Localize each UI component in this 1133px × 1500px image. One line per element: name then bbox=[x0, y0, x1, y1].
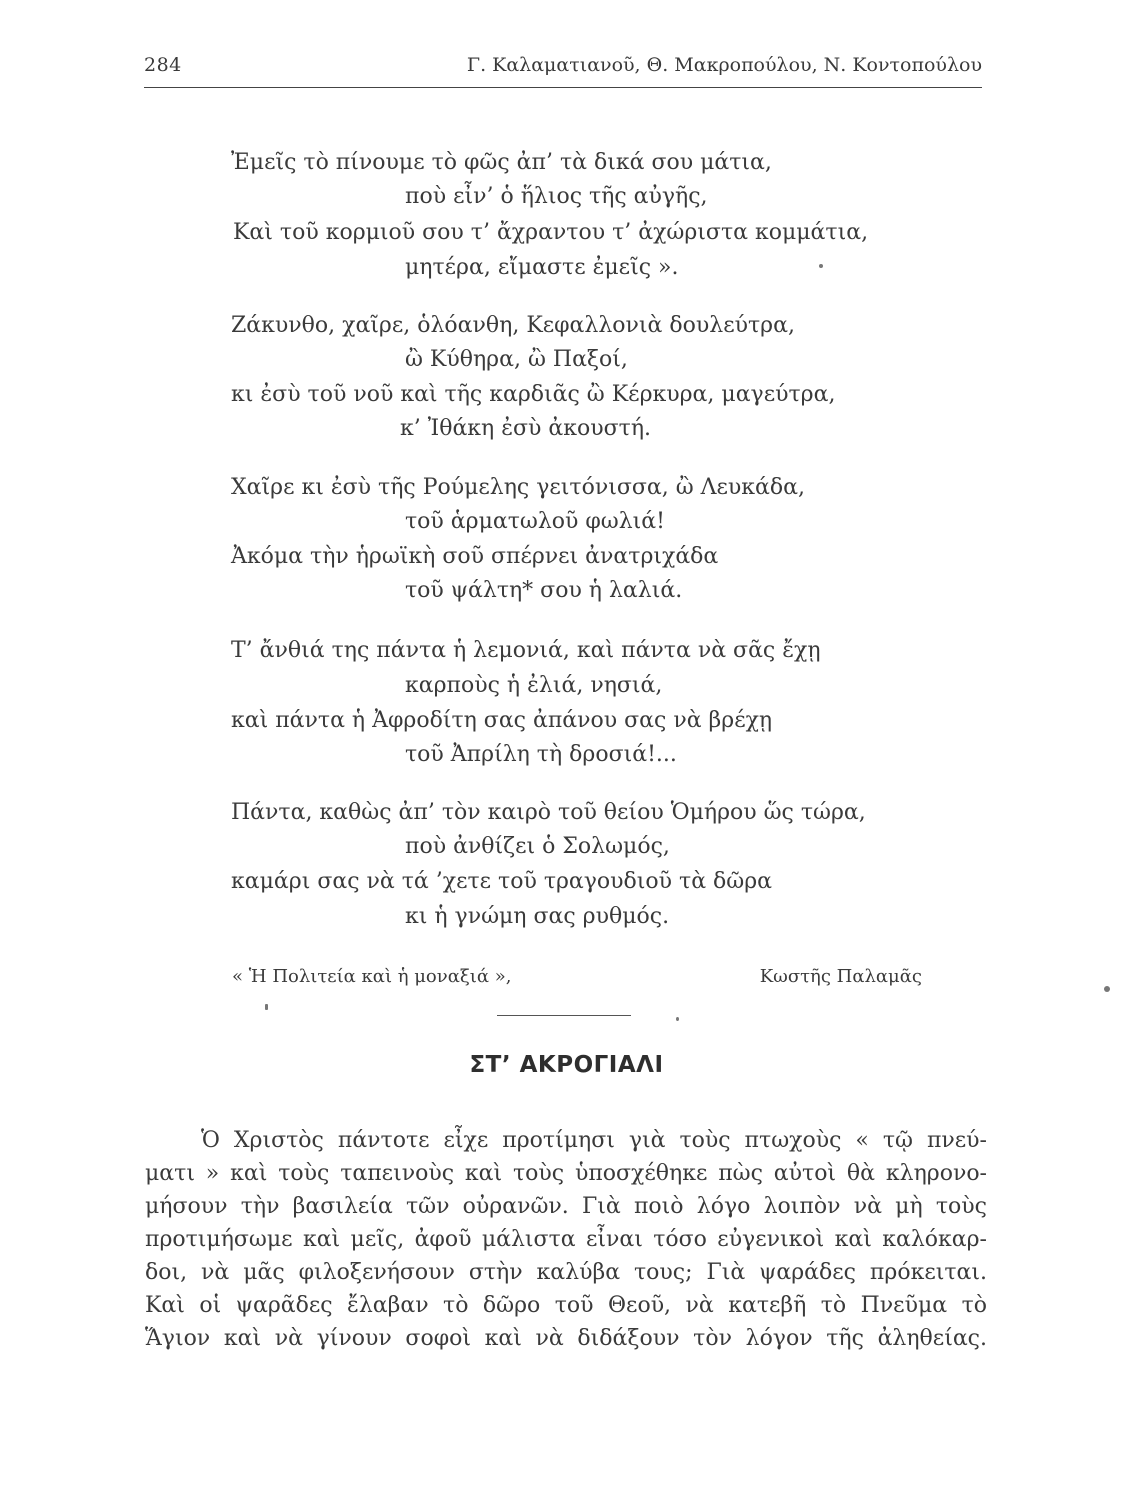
scan-speck bbox=[265, 1004, 268, 1010]
poem-line: ποὺ εἶν’ ὁ ἥλιος τῆς αὐγῆς, bbox=[405, 184, 708, 209]
attribution-author: Κωστῆς Παλαμᾶς bbox=[759, 966, 922, 987]
poem-line: Χαῖρε κι ἐσὺ τῆς Ρούμελης γειτόνισσα, ὢ Λευκάδα, bbox=[231, 475, 806, 500]
poem-line: Ἀκόμα τὴν ἡρωϊκὴ σοῦ σπέρνει ἀνατριχάδα bbox=[231, 544, 719, 569]
prose-line: Ἅγιον καὶ νὰ γίνουν σοφοὶ καὶ νὰ διδάξουν τὸν λόγον τῆς ἀληθείας. bbox=[145, 1326, 987, 1351]
poem-line: Ἐμεῖς τὸ πίνουμε τὸ φῶς ἀπ’ τὰ δικά σου μάτια, bbox=[231, 150, 772, 175]
poem-line: Καὶ τοῦ κορμιοῦ σου τ’ ἄχραντου τ’ ἀχώριστα κομμάτια, bbox=[233, 220, 869, 245]
attribution-source: « Ἡ Πολιτεία καὶ ἡ μοναξιά », bbox=[232, 966, 512, 987]
poem-line: κι ἐσὺ τοῦ νοῦ καὶ τῆς καρδιᾶς ὢ Κέρκυρα, μαγεύτρα, bbox=[231, 382, 836, 407]
poem-line: κ’ Ἰθάκη ἐσὺ ἀκουστή. bbox=[400, 416, 652, 441]
page-number: 284 bbox=[144, 54, 182, 76]
prose-line: Καὶ οἱ ψαρᾶδες ἔλαβαν τὸ δῶρο τοῦ Θεοῦ, νὰ κατεβῆ τὸ Πνεῦμα τὸ bbox=[145, 1293, 987, 1318]
poem-line: τοῦ ἁρματωλοῦ φωλιά! bbox=[405, 509, 666, 534]
poem-line: τοῦ Ἀπρίλη τὴ δροσιά!... bbox=[405, 742, 677, 767]
poem-line: καὶ πάντα ἡ Ἀφροδίτη σας ἀπάνου σας νὰ βρέχῃ bbox=[231, 708, 773, 733]
poem-line: μητέρα, εἴμαστε ἐμεῖς ». bbox=[405, 255, 679, 280]
section-separator bbox=[497, 1015, 631, 1016]
section-title: ΣΤ’ ΑΚΡΟΓΙΑΛΙ bbox=[469, 1052, 664, 1078]
poem-line: τοῦ ψάλτη* σου ἡ λαλιά. bbox=[405, 578, 683, 603]
page-header bbox=[144, 50, 982, 84]
header-rule bbox=[144, 87, 982, 88]
prose-line: προτιμήσωμε καὶ μεῖς, ἀφοῦ μάλιστα εἶναι τόσο εὐγενικοὶ καὶ καλόκαρ- bbox=[145, 1227, 987, 1252]
running-head: Γ. Καλαματιανοῦ, Θ. Μακροπούλου, Ν. Κοντοπούλου bbox=[466, 54, 982, 76]
prose-line: μήσουν τὴν βασιλεία τῶν οὐρανῶν. Γιὰ ποιὸ λόγο λοιπὸν νὰ μὴ τοὺς bbox=[145, 1194, 987, 1219]
poem-line: καμάρι σας νὰ τά ’χετε τοῦ τραγουδιοῦ τὰ δῶρα bbox=[231, 869, 773, 894]
poem-line: ποὺ ἀνθίζει ὁ Σολωμός, bbox=[405, 834, 670, 859]
poem-line: καρποὺς ἡ ἐλιά, νησιά, bbox=[405, 673, 663, 698]
prose-line: δοι, νὰ μᾶς φιλοξενήσουν στὴν καλύβα τους; Γιὰ ψαράδες πρόκειται. bbox=[145, 1260, 987, 1285]
poem-line: κι ἡ γνώμη σας ρυθμός. bbox=[405, 904, 670, 929]
prose-line: Ὁ Χριστὸς πάντοτε εἶχε προτίμησι γιὰ τοὺς πτωχοὺς « τῷ πνεύ- bbox=[201, 1128, 987, 1153]
poem-line: ὢ Κύθηρα, ὢ Παξοί, bbox=[405, 347, 628, 372]
scan-speck bbox=[1104, 986, 1110, 992]
scan-speck bbox=[676, 1017, 679, 1021]
prose-paragraph bbox=[145, 1124, 987, 1355]
poem-line: Ζάκυνθο, χαῖρε, ὁλόανθη, Κεφαλλονιὰ δουλεύτρα, bbox=[231, 313, 795, 338]
scan-speck bbox=[819, 264, 823, 268]
poem-attribution bbox=[232, 966, 922, 994]
poem-line: Τ’ ἄνθιά της πάντα ἡ λεμονιά, καὶ πάντα νὰ σᾶς ἔχῃ bbox=[231, 638, 821, 663]
prose-line: ματι » καὶ τοὺς ταπεινοὺς καὶ τοὺς ὑποσχέθηκε πὼς αὐτοὶ θὰ κληρονο- bbox=[145, 1161, 987, 1186]
poem-line: Πάντα, καθὼς ἀπ’ τὸν καιρὸ τοῦ θείου Ὁμήρου ὥς τώρα, bbox=[231, 800, 866, 825]
